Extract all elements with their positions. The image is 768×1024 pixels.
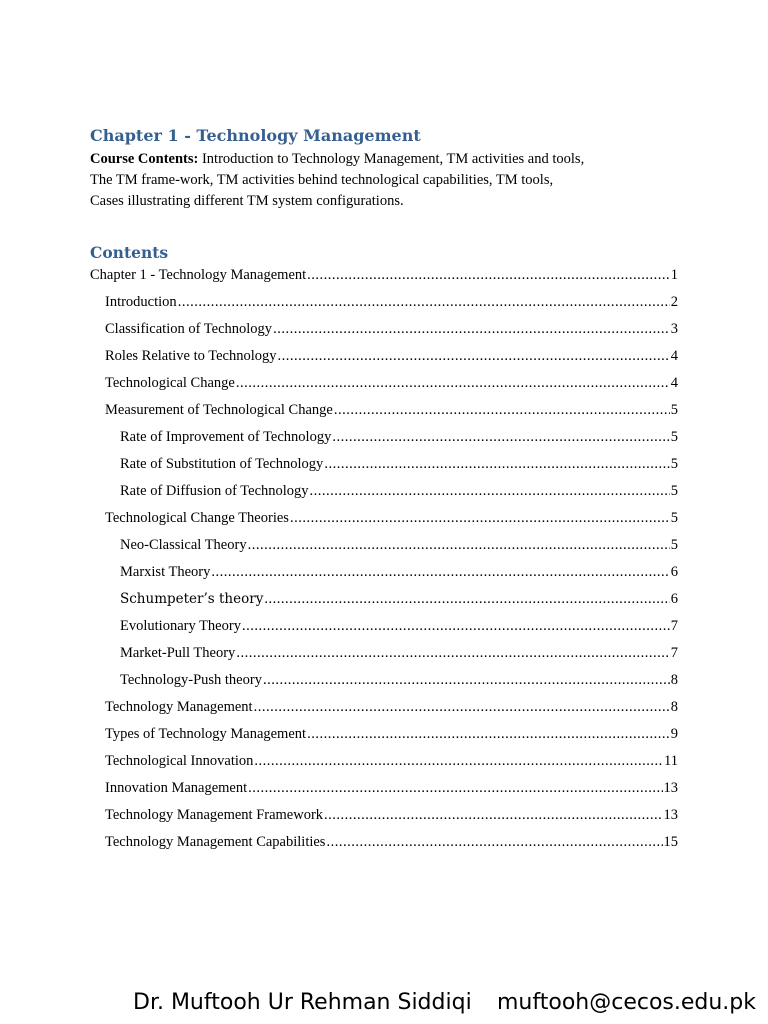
toc-entry[interactable] <box>0 264 768 291</box>
course-contents-paragraph <box>90 149 590 212</box>
toc-dot-leader <box>248 777 662 799</box>
toc-entry-page-number: 5 <box>670 402 678 418</box>
toc-dot-leader <box>264 588 669 610</box>
toc-dot-leader <box>310 480 670 502</box>
toc-entry-page-number: 13 <box>663 807 678 823</box>
toc-entry-page-number: 11 <box>664 753 678 769</box>
toc-entry-page-number: 4 <box>670 348 678 364</box>
toc-entry-page-number: 5 <box>670 510 678 526</box>
toc-dot-leader <box>326 831 662 853</box>
toc-entry[interactable] <box>0 426 768 453</box>
toc-entry-page-number: 5 <box>670 429 678 445</box>
toc-entry[interactable] <box>0 669 768 696</box>
toc-dot-leader <box>236 372 670 394</box>
toc-entry-label: Innovation Management <box>105 780 248 796</box>
toc-entry-label: Technology-Push theory <box>120 672 262 688</box>
toc-entry-label: Technological Change Theories <box>105 510 289 526</box>
toc-entry-page-number: 5 <box>670 456 678 472</box>
toc-entry-label: Roles Relative to Technology <box>105 348 277 364</box>
toc-entry-label: Technological Innovation <box>105 753 254 769</box>
toc-entry-label: Classification of Technology <box>105 321 273 337</box>
course-contents-label: Course Contents: <box>90 151 199 167</box>
toc-entry[interactable] <box>0 750 768 777</box>
toc-entry-page-number: 5 <box>670 483 678 499</box>
toc-entry-label: Marxist Theory <box>120 564 211 580</box>
toc-dot-leader <box>324 453 669 475</box>
toc-entry-label: Technology Management <box>105 699 253 715</box>
toc-dot-leader <box>324 804 662 826</box>
toc-entry[interactable] <box>0 480 768 507</box>
toc-entry-page-number: 2 <box>670 294 678 310</box>
toc-entry[interactable] <box>0 372 768 399</box>
toc-entry-label: Schumpeter’s theory <box>120 591 264 607</box>
toc-entry-page-number: 4 <box>670 375 678 391</box>
toc-dot-leader <box>242 615 670 637</box>
toc-dot-leader <box>273 318 670 340</box>
toc-dot-leader <box>307 264 670 286</box>
toc-dot-leader <box>277 345 669 367</box>
toc-entry[interactable] <box>0 777 768 804</box>
toc-entry-page-number: 6 <box>670 564 678 580</box>
toc-entry-label: Technology Management Capabilities <box>105 834 326 850</box>
table-of-contents <box>0 264 768 858</box>
toc-entry-label: Evolutionary Theory <box>120 618 241 634</box>
toc-dot-leader <box>236 642 669 664</box>
toc-entry-label: Rate of Diffusion of Technology <box>120 483 309 499</box>
toc-entry-page-number: 3 <box>670 321 678 337</box>
toc-entry-page-number: 7 <box>670 618 678 634</box>
toc-entry-label: Introduction <box>105 294 177 310</box>
toc-entry-page-number: 13 <box>663 780 678 796</box>
chapter-title: Chapter 1 - Technology Management <box>90 126 421 145</box>
toc-entry[interactable] <box>0 642 768 669</box>
toc-entry[interactable] <box>0 588 768 615</box>
toc-entry-label: Chapter 1 - Technology Management <box>90 267 307 283</box>
toc-entry[interactable] <box>0 561 768 588</box>
toc-entry[interactable] <box>0 804 768 831</box>
toc-entry-label: Technological Change <box>105 375 235 391</box>
toc-dot-leader <box>211 561 669 583</box>
toc-entry-label: Rate of Improvement of Technology <box>120 429 332 445</box>
toc-dot-leader <box>334 399 670 421</box>
footer-author: Dr. Muftooh Ur Rehman Siddiqi <box>133 990 472 1015</box>
toc-entry-page-number: 15 <box>663 834 678 850</box>
toc-entry[interactable] <box>0 399 768 426</box>
toc-entry-label: Neo-Classical Theory <box>120 537 247 553</box>
toc-entry-page-number: 8 <box>670 672 678 688</box>
toc-entry[interactable] <box>0 696 768 723</box>
toc-entry[interactable] <box>0 291 768 318</box>
toc-dot-leader <box>254 696 670 718</box>
toc-dot-leader <box>263 669 670 691</box>
toc-entry-page-number: 7 <box>670 645 678 661</box>
toc-dot-leader <box>178 291 670 313</box>
toc-entry-page-number: 5 <box>670 537 678 553</box>
toc-entry-label: Technology Management Framework <box>105 807 324 823</box>
toc-dot-leader <box>332 426 669 448</box>
toc-entry[interactable] <box>0 318 768 345</box>
toc-dot-leader <box>290 507 670 529</box>
toc-entry[interactable] <box>0 831 768 858</box>
toc-entry[interactable] <box>0 507 768 534</box>
course-contents-text: Introduction to Technology Management, TM activities and tools, The TM frame-work, TM activities behind technological capabilities, TM tools, Cases illustrating different TM system configurations. <box>90 151 585 209</box>
toc-entry-page-number: 6 <box>670 591 678 607</box>
toc-dot-leader <box>248 534 670 556</box>
toc-dot-leader <box>307 723 670 745</box>
toc-entry-label: Rate of Substitution of Technology <box>120 456 324 472</box>
toc-entry[interactable] <box>0 723 768 750</box>
footer-email: muftooh@cecos.edu.pk <box>497 990 757 1015</box>
toc-entry-label: Market-Pull Theory <box>120 645 236 661</box>
toc-entry-label: Types of Technology Management <box>105 726 307 742</box>
contents-heading: Contents <box>90 243 169 262</box>
toc-entry-label: Measurement of Technological Change <box>105 402 333 418</box>
toc-entry-page-number: 1 <box>670 267 678 283</box>
toc-entry[interactable] <box>0 453 768 480</box>
toc-entry[interactable] <box>0 345 768 372</box>
toc-entry[interactable] <box>0 534 768 561</box>
toc-entry[interactable] <box>0 615 768 642</box>
toc-entry-page-number: 9 <box>670 726 678 742</box>
toc-entry-page-number: 8 <box>670 699 678 715</box>
toc-dot-leader <box>254 750 663 772</box>
